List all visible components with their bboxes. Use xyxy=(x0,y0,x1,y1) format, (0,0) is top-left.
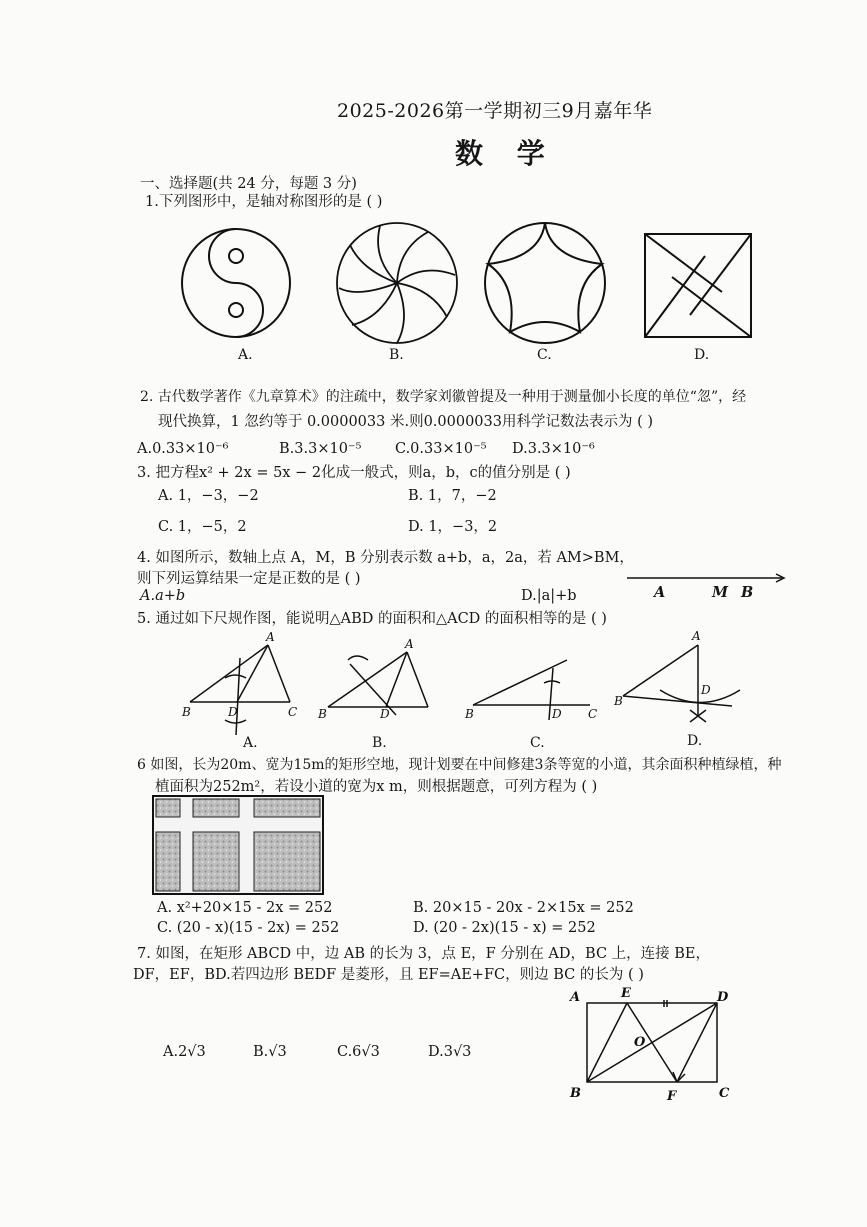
q4-option-d: D.|a|+b xyxy=(521,588,577,604)
q3-option-a: A. 1，−3，−2 xyxy=(158,488,259,504)
q7-label-o: O xyxy=(634,1035,646,1050)
q2-option-d: D.3.3×10⁻⁶ xyxy=(512,441,595,457)
subject-title: 数 学 xyxy=(455,137,557,170)
q6-line2: 植面积为252m²，若设小道的宽为x m，则根据题意，可列方程为 ( ) xyxy=(155,779,598,795)
q5-a-point-c: C xyxy=(288,705,298,719)
q3-option-b: B. 1，7，−2 xyxy=(408,488,497,504)
q4-axis-label-m: M xyxy=(712,584,729,601)
q3-option-d: D. 1，−3，2 xyxy=(408,519,498,535)
q6-option-b: B. 20×15 - 20x - 2×15x = 252 xyxy=(413,900,634,916)
q7-option-a: A.2√3 xyxy=(163,1044,206,1060)
q5-d-point-a: A xyxy=(692,629,701,643)
q3-option-c: C. 1，−5，2 xyxy=(158,519,247,535)
q5-b-point-d: D xyxy=(380,707,390,721)
q6-option-a: A. x²+20×15 - 2x = 252 xyxy=(157,900,333,916)
q5-b-point-b: B xyxy=(318,707,327,721)
q1-label-d: D. xyxy=(694,347,710,363)
q5-d-point-d: D xyxy=(701,683,711,697)
q4-line1: 4. 如图所示，数轴上点 A，M，B 分别表示数 a+b，a，2a，若 AM>BM， xyxy=(137,550,634,566)
q5-c-point-c: C xyxy=(588,707,598,721)
q2-line2: 现代换算，1 忽约等于 0.0000033 米.则0.0000033用科学记数法表示为 ( ) xyxy=(158,414,654,430)
q5-c-point-b: B xyxy=(465,707,474,721)
q1-stem: 1.下列图形中，是轴对称图形的是 ( ) xyxy=(145,194,383,210)
q7-line2: DF，EF，BD.若四边形 BEDF 是菱形，且 EF=AE+FC，则边 BC 的长为 ( ) xyxy=(133,967,644,983)
q5-label-a: A. xyxy=(243,735,258,751)
q5-label-b: B. xyxy=(372,735,387,751)
q3-stem: 3. 把方程x² + 2x = 5x − 2化成一般式，则a，b，c的值分别是 ( ) xyxy=(137,465,571,481)
q7-label-c: C xyxy=(719,1086,730,1101)
q1-label-c: C. xyxy=(537,347,552,363)
q6-line1: 6 如图，长为20m、宽为15m的矩形空地，现计划要在中间修建3条等宽的小道，其余面积种植绿植，种 xyxy=(137,757,782,773)
q1-label-a: A. xyxy=(238,347,253,363)
q5-a-point-a: A xyxy=(266,630,275,644)
q4-line2: 则下列运算结果一定是正数的是 ( ) xyxy=(137,571,361,587)
q2-option-b: B.3.3×10⁻⁵ xyxy=(279,441,362,457)
q7-label-a: A xyxy=(570,990,581,1005)
q7-label-b: B xyxy=(570,1086,581,1101)
q7-label-f: F xyxy=(667,1089,677,1104)
q7-line1: 7. 如图，在矩形 ABCD 中，边 AB 的长为 3，点 E，F 分别在 AD，BC 上，连接 BE， xyxy=(137,946,711,962)
q7-label-d: D xyxy=(717,990,729,1005)
q5-label-d: D. xyxy=(687,733,703,749)
q7-option-d: D.3√3 xyxy=(428,1044,472,1060)
q5-stem: 5. 通过如下尺规作图，能说明△ABD 的面积和△ACD 的面积相等的是 ( ) xyxy=(137,611,607,627)
q4-axis-label-b: B xyxy=(741,584,754,601)
q2-line1: 2. 古代数学著作《九章算术》的注疏中，数学家刘徽曾提及一种用于测量伽小长度的单位“忽”，经 xyxy=(140,389,747,405)
q5-a-point-d: D xyxy=(228,705,238,719)
q1-label-b: B. xyxy=(389,347,404,363)
q4-axis-label-a: A xyxy=(654,584,666,601)
q6-option-d: D. (20 - 2x)(15 - x) = 252 xyxy=(413,920,596,936)
q2-option-a: A.0.33×10⁻⁶ xyxy=(137,441,229,457)
exam-title: 2025-2026第一学期初三9月嘉年华 xyxy=(337,100,653,122)
q5-label-c: C. xyxy=(530,735,545,751)
q2-option-c: C.0.33×10⁻⁵ xyxy=(395,441,487,457)
q7-option-b: B.√3 xyxy=(253,1044,287,1060)
q5-b-point-a: A xyxy=(405,637,414,651)
q7-option-c: C.6√3 xyxy=(337,1044,380,1060)
section-heading: 一、选择题(共 24 分，每题 3 分) xyxy=(140,176,357,192)
q5-c-point-d: D xyxy=(552,707,562,721)
q4-option-a: A.a+b xyxy=(140,588,186,604)
q5-a-point-b: B xyxy=(182,705,191,719)
q7-label-e: E xyxy=(621,986,631,1001)
q6-option-c: C. (20 - x)(15 - 2x) = 252 xyxy=(157,920,340,936)
q5-d-point-b: B xyxy=(614,694,623,708)
